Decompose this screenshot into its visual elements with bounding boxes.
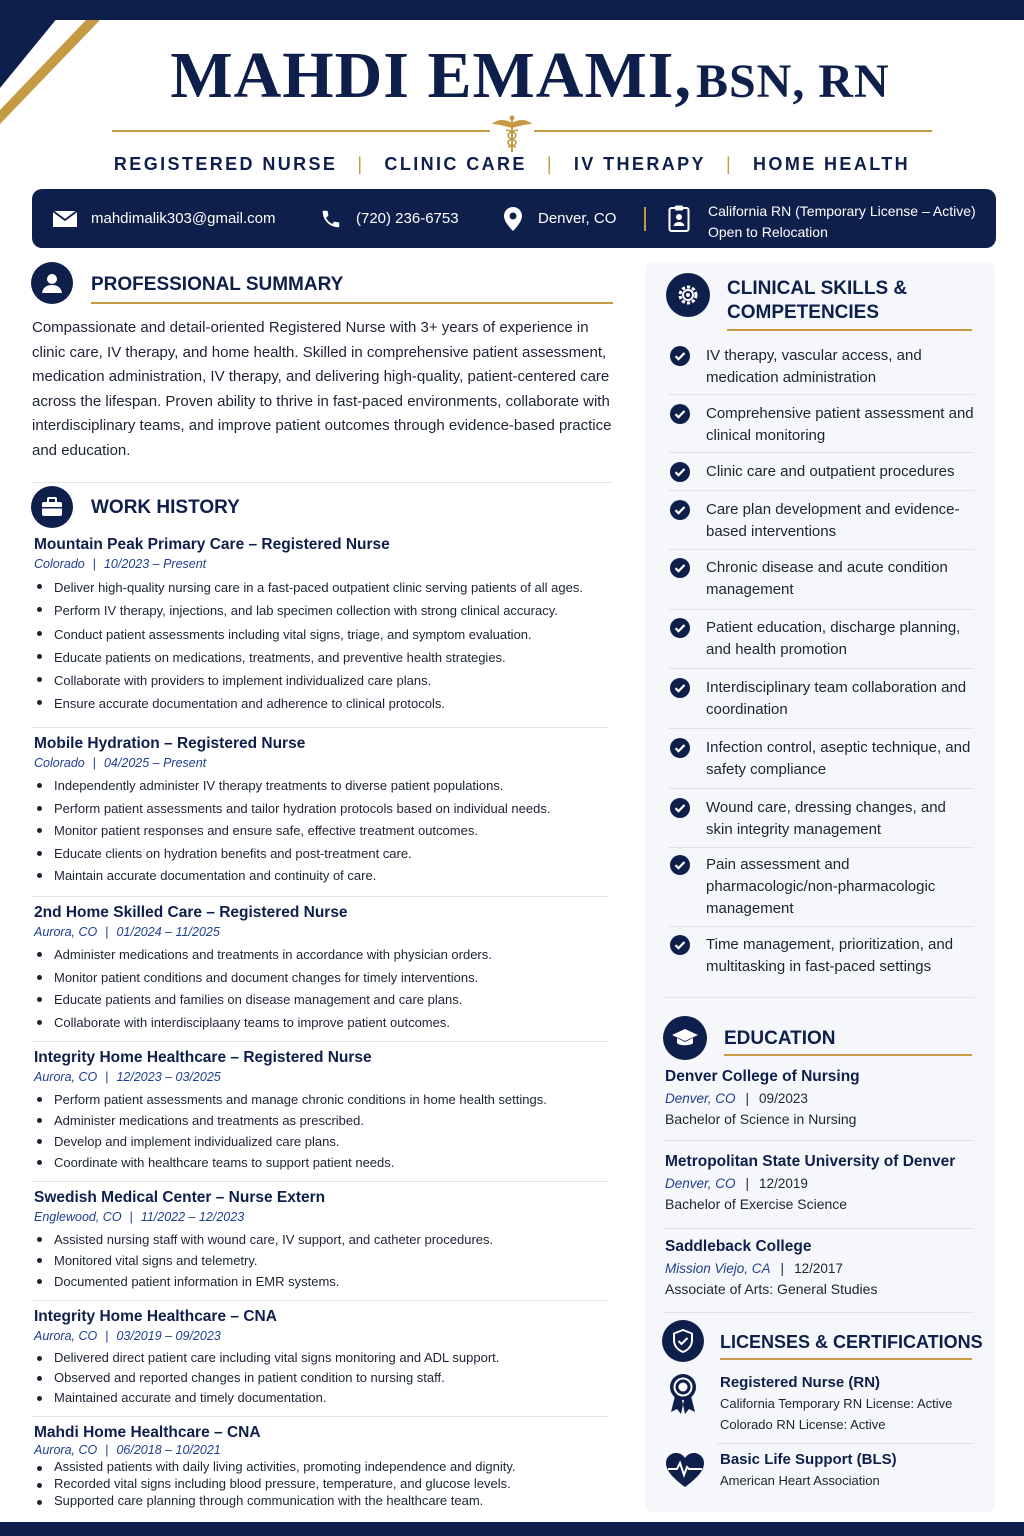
list-item: Independently administer IV therapy treatments to diverse patient populations. bbox=[34, 775, 614, 798]
list-item: Supported care planning through communication with the healthcare team. bbox=[34, 1492, 614, 1509]
bottom-bar bbox=[0, 1522, 1024, 1536]
list-item: Administer medications and treatments as prescribed. bbox=[34, 1110, 614, 1131]
job-title: Mahdi Home Healthcare – CNA bbox=[34, 1424, 261, 1441]
list-item: Ensure accurate documentation and adherence to clinical protocols. bbox=[34, 692, 614, 715]
list-item: Conduct patient assessments including vital signs, triage, and symptom evaluation. bbox=[34, 623, 614, 646]
job-title: Integrity Home Healthcare – Registered Nurse bbox=[34, 1049, 372, 1066]
credentials: BSN, RN bbox=[695, 55, 890, 108]
job-title: Mobile Hydration – Registered Nurse bbox=[34, 735, 306, 752]
phone-icon bbox=[320, 208, 342, 230]
list-item: Educate patients and families on disease management and care plans. bbox=[34, 989, 614, 1012]
list-item: Documented patient information in EMR systems. bbox=[34, 1271, 614, 1292]
list-item: Perform IV therapy, injections, and lab specimen collection with strong clinical accuracy. bbox=[34, 599, 614, 622]
job-divider bbox=[32, 1300, 608, 1301]
header-rule-left bbox=[112, 130, 490, 132]
shield-icon bbox=[662, 1320, 704, 1362]
gear-icon bbox=[666, 273, 710, 317]
license-detail: California Temporary RN License: Active bbox=[720, 1396, 953, 1411]
top-bar bbox=[0, 0, 1024, 20]
list-item: Educate clients on hydration benefits and post-treatment care. bbox=[34, 843, 614, 866]
job-meta: Aurora, CO | 01/2024 – 11/2025 bbox=[34, 925, 220, 939]
award-ribbon-icon bbox=[666, 1372, 700, 1416]
specialty-iv-therapy: IV THERAPY bbox=[573, 154, 706, 174]
list-item: Maintain accurate documentation and continuity of care. bbox=[34, 865, 614, 888]
list-item: Assisted patients with daily living activities, promoting independence and dignity. bbox=[34, 1458, 614, 1475]
education-rule bbox=[724, 1054, 972, 1056]
summary-text: Compassionate and detail-oriented Registered Nurse with 3+ years of experience in clinic care, IV therapy, and home health. Skilled in comprehensive patient assessment, medication administration, IV therapy, and delivering high-quality, patient-centered care across the lifespan. Proven ability to thrive in fast-paced environments, collaborate with interdisciplinary teams, and improve patient outcomes through evidence-based practice and education. bbox=[32, 319, 612, 459]
education-entry bbox=[665, 1238, 975, 1297]
checkmark-icon bbox=[670, 404, 690, 424]
skill-divider bbox=[668, 926, 974, 927]
education-meta: Mission Viejo, CA | 12/2017 bbox=[665, 1261, 843, 1276]
checkmark-icon bbox=[670, 935, 690, 955]
caduceus-icon bbox=[490, 114, 534, 154]
job-entry bbox=[34, 536, 614, 716]
skill-divider bbox=[668, 728, 974, 729]
education-divider bbox=[664, 1228, 974, 1229]
license-name: Basic Life Support (BLS) bbox=[720, 1451, 897, 1468]
education-divider bbox=[664, 1140, 974, 1141]
skill-divider bbox=[668, 609, 974, 610]
job-divider bbox=[32, 1181, 608, 1182]
list-item: Delivered direct patient care including vital signs monitoring and ADL support. bbox=[34, 1348, 614, 1368]
job-meta: Colorado | 10/2023 – Present bbox=[34, 557, 207, 571]
job-meta: Aurora, CO | 03/2019 – 09/2023 bbox=[34, 1329, 221, 1343]
job-entry bbox=[34, 1308, 614, 1408]
license-detail: Colorado RN License: Active bbox=[720, 1417, 886, 1432]
heart-pulse-icon bbox=[665, 1452, 705, 1488]
list-item: Deliver high-quality nursing care in a fast-paced outpatient clinic serving patients of all ages. bbox=[34, 576, 614, 599]
list-item: Administer medications and treatments in accordance with physician orders. bbox=[34, 944, 614, 967]
job-divider bbox=[32, 1416, 608, 1417]
checkmark-icon bbox=[670, 558, 690, 578]
license-divider bbox=[716, 1443, 974, 1444]
list-item: Coordinate with healthcare teams to support patient needs. bbox=[34, 1152, 614, 1173]
skill-divider bbox=[668, 452, 974, 453]
skill-divider bbox=[668, 847, 974, 848]
list-item: Monitor patient responses and ensure safe, effective treatment outcomes. bbox=[34, 820, 614, 843]
summary-heading: PROFESSIONAL SUMMARY bbox=[91, 274, 344, 295]
envelope-icon bbox=[52, 210, 78, 228]
school-name: Metropolitan State University of Denver bbox=[665, 1153, 956, 1170]
checkmark-icon bbox=[670, 462, 690, 482]
list-item: Perform patient assessments and manage chronic conditions in home health settings. bbox=[34, 1089, 614, 1110]
id-badge-icon bbox=[668, 205, 690, 233]
license-name: Registered Nurse (RN) bbox=[720, 1374, 881, 1391]
checkmark-icon bbox=[670, 798, 690, 818]
job-divider bbox=[32, 896, 608, 897]
job-meta: Englewood, CO | 11/2022 – 12/2023 bbox=[34, 1210, 245, 1224]
skill-divider bbox=[668, 549, 974, 550]
skill-divider bbox=[668, 668, 974, 669]
checkmark-icon bbox=[670, 678, 690, 698]
location-pin-icon bbox=[504, 207, 522, 231]
section-divider bbox=[664, 997, 974, 998]
list-item: Collaborate with interdisciplaany teams to improve patient outcomes. bbox=[34, 1012, 614, 1035]
school-name: Denver College of Nursing bbox=[665, 1068, 860, 1085]
specialty-home-health: HOME HEALTH bbox=[753, 154, 911, 174]
summary-rule bbox=[91, 302, 613, 304]
license-entry bbox=[720, 1451, 990, 1491]
job-title: Mountain Peak Primary Care – Registered Nurse bbox=[34, 536, 390, 553]
graduation-cap-icon bbox=[663, 1016, 707, 1060]
degree: Bachelor of Exercise Science bbox=[665, 1196, 848, 1212]
job-entry bbox=[34, 1424, 614, 1509]
list-item: Maintained accurate and timely documentation. bbox=[34, 1388, 614, 1408]
checkmark-icon bbox=[670, 500, 690, 520]
job-divider bbox=[32, 1041, 608, 1042]
license-entry bbox=[720, 1374, 990, 1435]
skills-rule bbox=[727, 329, 972, 331]
job-title: 2nd Home Skilled Care – Registered Nurse bbox=[34, 904, 348, 921]
list-item: Develop and implement individualized care plans. bbox=[34, 1131, 614, 1152]
licenses-heading: LICENSES & CERTIFICATIONS bbox=[720, 1332, 983, 1352]
skill-divider bbox=[668, 490, 974, 491]
degree: Associate of Arts: General Studies bbox=[665, 1281, 878, 1297]
job-entry bbox=[34, 1189, 614, 1292]
checkmark-icon bbox=[670, 618, 690, 638]
work-history-heading: WORK HISTORY bbox=[91, 497, 240, 518]
specialty-registered-nurse: REGISTERED NURSE bbox=[113, 154, 338, 174]
job-meta: Colorado | 04/2025 – Present bbox=[34, 756, 207, 770]
job-meta: Aurora, CO | 06/2018 – 10/2021 bbox=[34, 1443, 221, 1457]
job-divider bbox=[32, 727, 608, 728]
contact-location: Denver, CO bbox=[504, 189, 616, 248]
briefcase-icon bbox=[31, 486, 73, 528]
list-item: Monitored vital signs and telemetry. bbox=[34, 1250, 614, 1271]
job-entry bbox=[34, 904, 614, 1034]
education-meta: Denver, CO | 12/2019 bbox=[665, 1176, 808, 1191]
list-item: Perform patient assessments and tailor hydration protocols based on individual needs. bbox=[34, 798, 614, 821]
specialty-line: REGISTERED NURSE | CLINIC CARE | IV THERAPY | HOME HEALTH bbox=[113, 154, 911, 174]
contact-divider bbox=[644, 207, 646, 231]
checkmark-icon bbox=[670, 346, 690, 366]
job-title: Integrity Home Healthcare – CNA bbox=[34, 1308, 277, 1325]
job-title: Swedish Medical Center – Nurse Extern bbox=[34, 1189, 326, 1206]
section-divider bbox=[32, 482, 612, 483]
skills-heading: CLINICAL SKILLS & COMPETENCIES bbox=[727, 278, 908, 323]
education-entry bbox=[665, 1153, 975, 1212]
education-meta: Denver, CO | 09/2023 bbox=[665, 1091, 808, 1106]
school-name: Saddleback College bbox=[665, 1238, 812, 1255]
list-item: Recorded vital signs including blood pressure, temperature, and glucose levels. bbox=[34, 1475, 614, 1492]
checkmark-icon bbox=[670, 855, 690, 875]
education-entry bbox=[665, 1068, 975, 1127]
skill-divider bbox=[668, 394, 974, 395]
list-item: Assisted nursing staff with wound care, IV support, and catheter procedures. bbox=[34, 1229, 614, 1250]
license-detail: American Heart Association bbox=[720, 1473, 880, 1488]
contact-bar bbox=[32, 189, 996, 248]
person-icon bbox=[31, 262, 73, 304]
checkmark-icon bbox=[670, 738, 690, 758]
section-divider bbox=[664, 1312, 974, 1313]
list-item: Educate patients on medications, treatments, and preventive health strategies. bbox=[34, 646, 614, 669]
list-item: Monitor patient conditions and document changes for timely interventions. bbox=[34, 967, 614, 990]
candidate-name: MAHDI EMAMI, BSN, RN bbox=[170, 39, 890, 112]
degree: Bachelor of Science in Nursing bbox=[665, 1111, 857, 1127]
job-entry bbox=[34, 1049, 614, 1173]
job-entry bbox=[34, 735, 614, 888]
list-item: Observed and reported changes in patient condition to nursing staff. bbox=[34, 1368, 614, 1388]
education-heading: EDUCATION bbox=[724, 1028, 836, 1049]
license-status: California RN (Temporary License – Active) Open to Relocation bbox=[708, 203, 976, 240]
list-item: Collaborate with providers to implement individualized care plans. bbox=[34, 669, 614, 692]
contact-email[interactable]: mahdimalik303@gmail.com bbox=[52, 189, 275, 248]
specialty-clinic-care: CLINIC CARE bbox=[384, 154, 527, 174]
licenses-rule bbox=[720, 1358, 972, 1360]
header-rule-right bbox=[534, 130, 932, 132]
skill-divider bbox=[668, 788, 974, 789]
contact-phone[interactable]: (720) 236-6753 bbox=[320, 189, 459, 248]
job-meta: Aurora, CO | 12/2023 – 03/2025 bbox=[34, 1070, 221, 1084]
